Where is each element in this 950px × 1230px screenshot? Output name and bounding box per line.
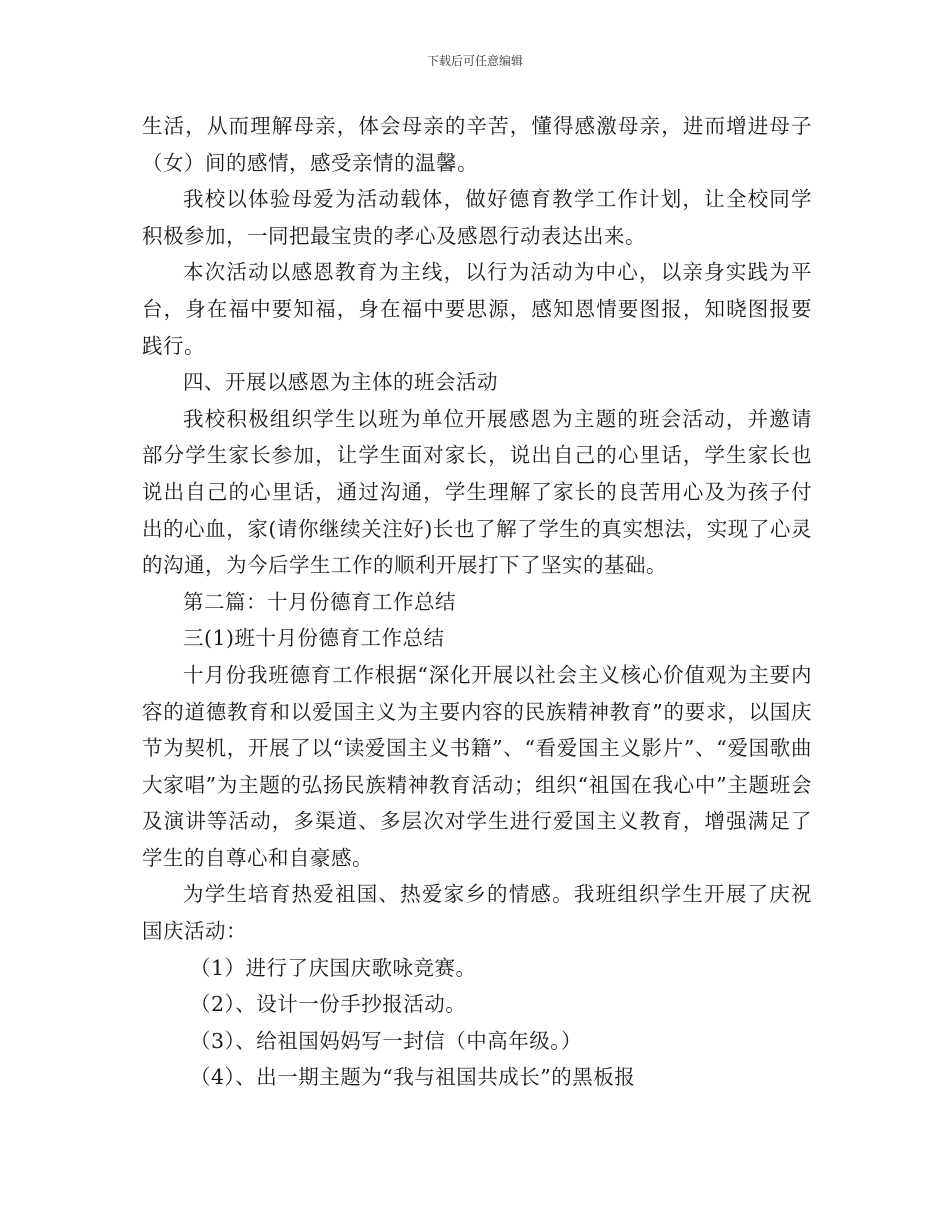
document-body bbox=[142, 108, 812, 1096]
list-item-4: （4）、出一期主题为“我与祖国共成长”的黑板报 bbox=[190, 1065, 636, 1090]
paragraph-gratitude-education: 本次活动以感恩教育为主线，以行为活动为中心，以亲身实践为平台，身在福中要知福，身在福中要思源，感知恩情要图报，知晓图报要践行。 bbox=[142, 260, 812, 358]
section-heading-class-meeting: 四、开展以感恩为主体的班会活动 bbox=[183, 370, 498, 395]
list-item-3: （3）、给祖国妈妈写一封信（中高年级。） bbox=[190, 1028, 583, 1053]
list-item-2: （2）、设计一份手抄报活动。 bbox=[190, 992, 467, 1017]
list-item-1: （1）进行了庆国庆歌咏竞赛。 bbox=[190, 955, 477, 980]
chapter-heading-second: 第二篇：十月份德育工作总结 bbox=[183, 589, 456, 614]
paragraph-national-day: 为学生培育热爱祖国、热爱家乡的情感。我班组织学生开展了庆祝国庆活动： bbox=[142, 882, 812, 944]
page-header: 下载后可任意编辑 bbox=[426, 54, 523, 68]
paragraph-class-meeting: 我校积极组织学生以班为单位开展感恩为主题的班会活动，并邀请部分学生家长参加，让学生面对家长，说出自己的心里话，学生家长也说出自己的心里话，通过沟通，学生理解了家长的良苦用心及为孩子付出的心血，家(请你继续关注好)长也了解了学生的真实想法，实现了心灵的沟通，为今后学生工作的顺利开展打下了坚实的基础。 bbox=[142, 406, 812, 578]
paragraph-october-work: 十月份我班德育工作根据“深化开展以社会主义核心价值观为主要内容的道德教育和以爱国主义为主要内容的民族精神教育”的要求，以国庆节为契机，开展了以“读爱国主义书籍”、“看爱国主义影片”、“爱国歌曲大家唱”为主题的弘扬民族精神教育活动；组织“祖国在我心中”主题班会及演讲等活动，多渠道、多层次对学生进行爱国主义教育，增强满足了学生的自尊心和自豪感。 bbox=[142, 662, 812, 870]
document-subtitle: 三(1)班十月份德育工作总结 bbox=[183, 626, 445, 651]
paragraph-continued-intro: 生活，从而理解母亲，体会母亲的辛苦，懂得感激母亲，进而增进母子（女）间的感情，感受亲情的温馨。 bbox=[142, 114, 812, 175]
paragraph-activity-carrier: 我校以体验母爱为活动载体，做好德育教学工作计划，让全校同学积极参加，一同把最宝贵的孝心及感恩行动表达出来。 bbox=[142, 187, 812, 248]
